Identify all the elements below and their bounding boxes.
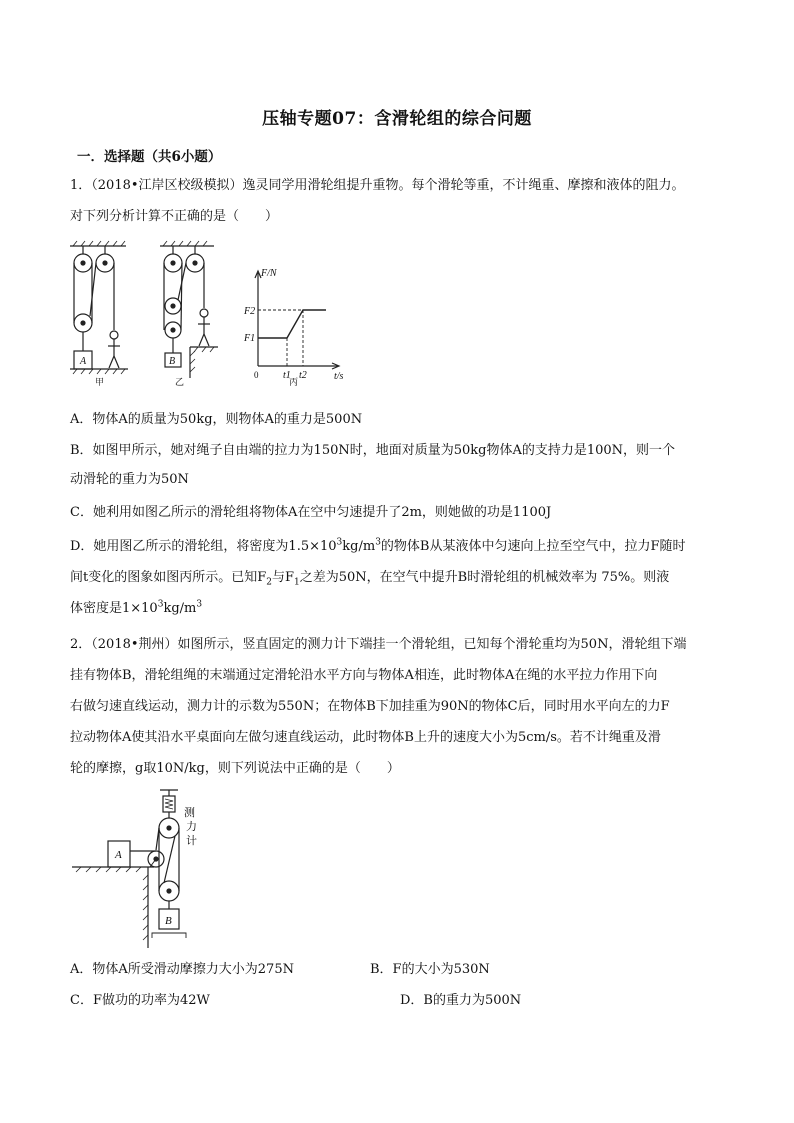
q2-option-c: C．F做功的功率为42W bbox=[70, 993, 210, 1008]
q2-stem-line2: 挂有物体B，滑轮组绳的末端通过定滑轮沿水平方向与物体A相连，此时物体A在绳的水平拉力作用下向 bbox=[70, 668, 658, 683]
q1-stem-line1: 1．（2018•江岸区校级模拟）逸灵同学用滑轮组提升重物。每个滑轮等重，不计绳重、摩擦和液体的阻力。 bbox=[70, 178, 685, 193]
q2-stem-line5: 轮的摩擦，g取10N/kg，则下列说法中正确的是（ ） bbox=[70, 761, 400, 776]
q1-graph-origin: 0 bbox=[254, 370, 259, 380]
q2-option-a: A．物体A所受滑动摩擦力大小为275N bbox=[70, 962, 294, 977]
q2-option-b: B．F的大小为530N bbox=[370, 962, 490, 977]
q1-graph-f1-label: F1 bbox=[244, 333, 256, 344]
q1-option-b-line1: B．如图甲所示，她对绳子自由端的拉力为150N时，地面对质量为50kg物体A的支持力是100N，则一个 bbox=[70, 443, 676, 458]
q2-stem-line3: 右做匀速直线运动，测力计的示数为550N；在物体B下加挂重为90N的物体C后，同时用水平向左的力F bbox=[70, 699, 670, 714]
q1-fig-block-b: B bbox=[169, 356, 176, 367]
q2-fig-block-a: A bbox=[115, 849, 122, 861]
q2-fig-block-b: B bbox=[165, 915, 172, 927]
q1-fig-label-yi: 乙 bbox=[175, 377, 185, 387]
q1-option-d-line2: 间t变化的图象如图丙所示。已知$F_2$与$F_1$之差为50N，在空气中提升B时滑轮组的机械效率为 75%。则液 bbox=[70, 570, 670, 588]
q2-fig-meter-label-2: 力 bbox=[186, 821, 197, 833]
q2-stem-line4: 拉动物体A使其沿水平桌面向左做匀速直线运动，此时物体B上升的速度大小为5cm/s。若不计绳重及滑 bbox=[70, 730, 661, 745]
q1-figure bbox=[68, 238, 358, 388]
q1-graph-x-axis-label: t/s bbox=[334, 371, 344, 382]
q1-option-c: C．她利用如图乙所示的滑轮组将物体A在空中匀速提升了2m，则她做的功是1100J bbox=[70, 505, 552, 520]
q1-stem-line2: 对下列分析计算不正确的是（ ） bbox=[70, 209, 279, 224]
q2-option-d: D．B的重力为500N bbox=[400, 993, 522, 1008]
q1-option-a: A．物体A的质量为50kg，则物体A的重力是500N bbox=[70, 412, 363, 427]
q2-fig-meter-label-3: 计 bbox=[186, 835, 197, 847]
page-title: 压轴专题07：含滑轮组的综合问题 bbox=[262, 109, 532, 129]
q2-stem-line1: 2．（2018•荆州）如图所示，竖直固定的测力计下端挂一个滑轮组，已知每个滑轮重均为50N，滑轮组下端 bbox=[70, 637, 687, 652]
q1-graph-f2-label: F2 bbox=[244, 306, 256, 317]
q1-graph-t1-label: t1 bbox=[283, 370, 291, 381]
q1-fig-block-a: A bbox=[80, 356, 87, 367]
q1-option-d-line1: D．她用图乙所示的滑轮组，将密度为$1.5\times 10^3kg/m^3$的物体B从某液体中匀速向上拉至空气中，拉力F随时 bbox=[70, 537, 686, 554]
section-heading: 一．选择题（共6小题） bbox=[77, 149, 222, 165]
q1-fig-label-jia: 甲 bbox=[95, 377, 105, 387]
q1-graph-t2-label: t2 bbox=[299, 370, 307, 381]
q1-fig-label-bing: 丙 bbox=[289, 377, 299, 387]
q2-figure bbox=[72, 788, 232, 948]
q1-graph-y-axis-label: F/N bbox=[261, 268, 277, 279]
q2-fig-meter-label-1: 测 bbox=[184, 807, 195, 819]
q1-option-b-line2: 动滑轮的重力为50N bbox=[70, 472, 189, 487]
q1-option-d-line3: 体密度是$1\times 10^3kg/m^3$ bbox=[70, 599, 203, 616]
